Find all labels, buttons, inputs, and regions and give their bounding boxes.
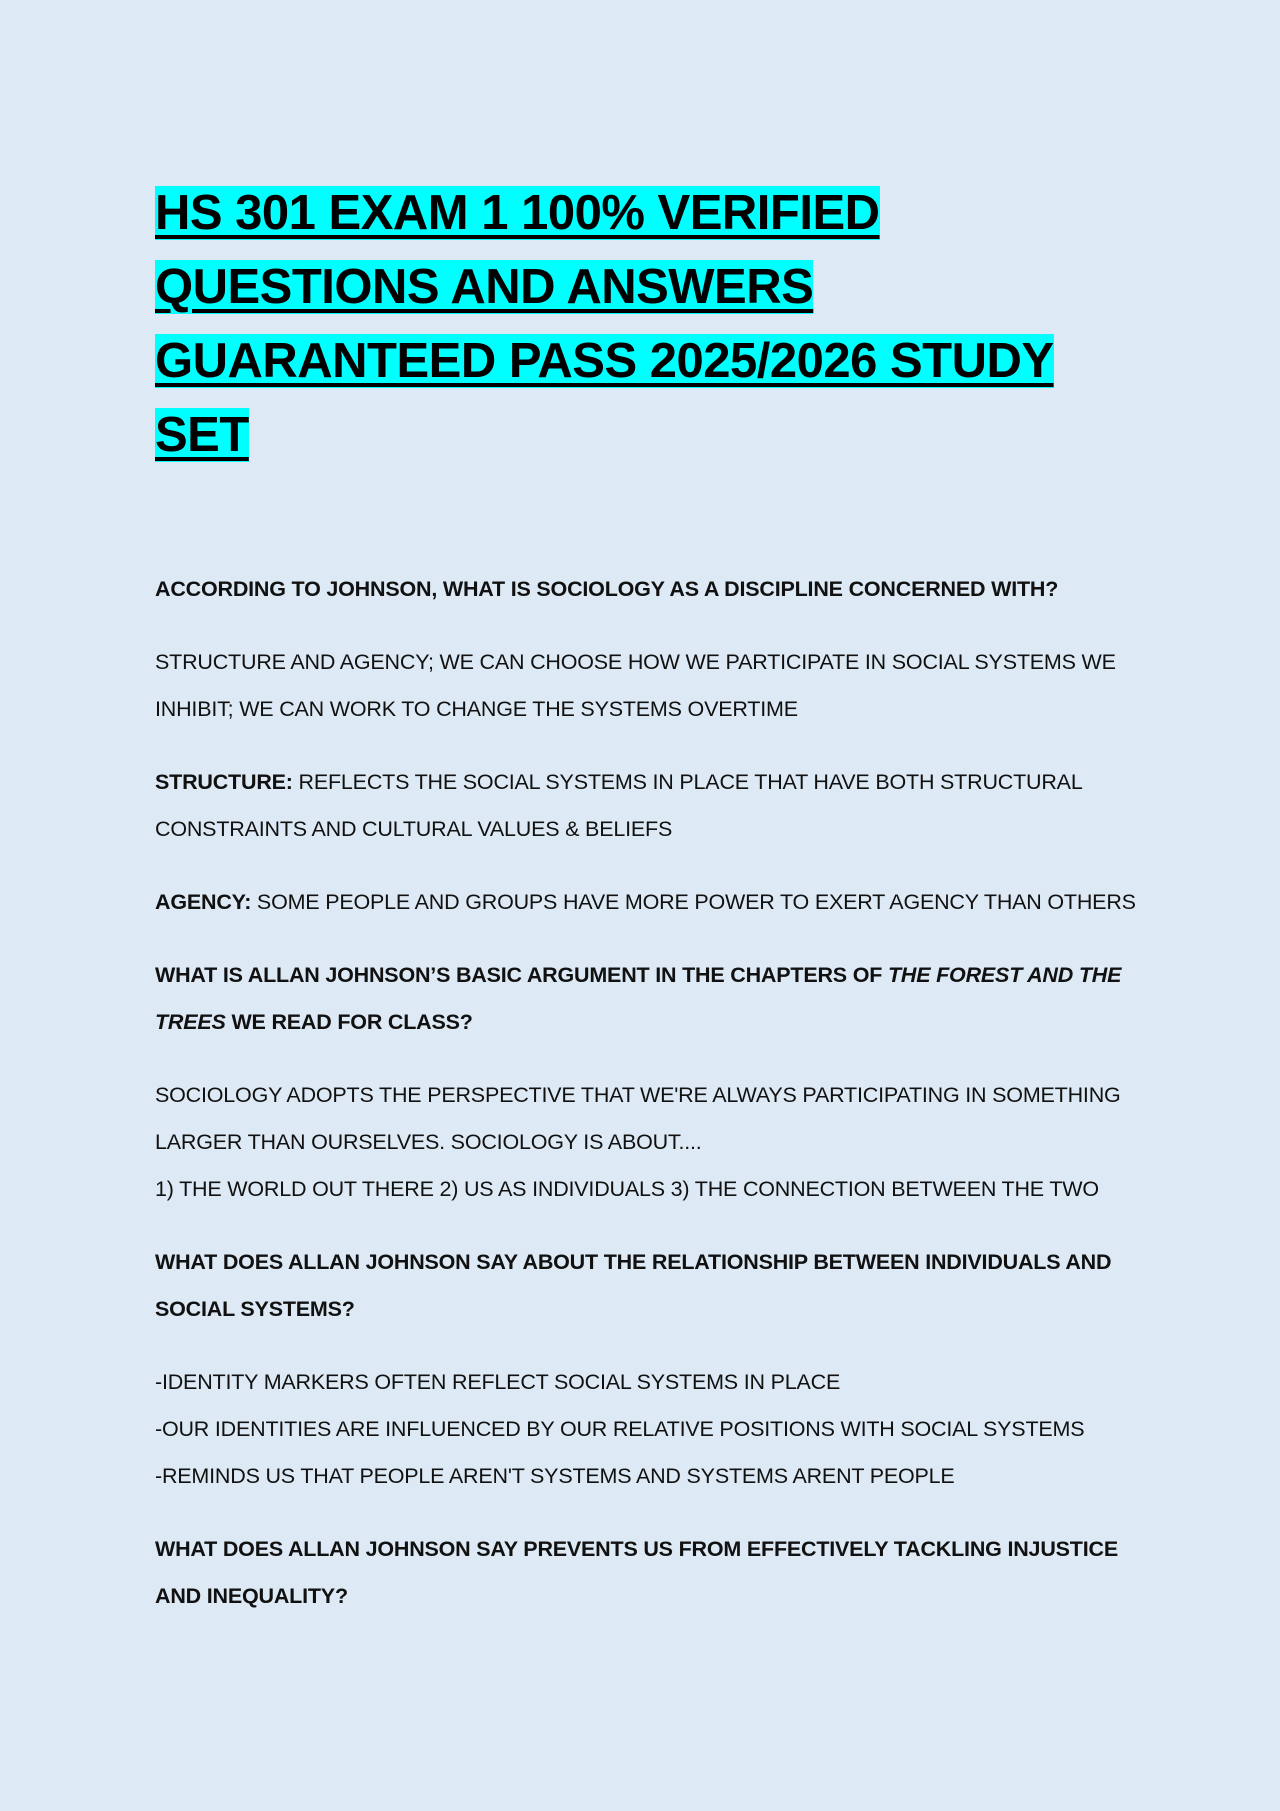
document-title [155, 176, 1115, 472]
question-2 [155, 952, 1140, 1046]
answer-3-line-3: -REMINDS US THAT PEOPLE AREN'T SYSTEMS AND SYSTEMS ARENT PEOPLE [155, 1464, 955, 1488]
agency-term: AGENCY: [155, 890, 252, 914]
question-3: WHAT DOES ALLAN JOHNSON SAY ABOUT THE RELATIONSHIP BETWEEN INDIVIDUALS AND SOCIAL SYSTEMS? [155, 1250, 1112, 1321]
answer-2-line-2: 1) THE WORLD OUT THERE 2) US AS INDIVIDUALS 3) THE CONNECTION BETWEEN THE TWO [155, 1177, 1099, 1201]
answer-1: STRUCTURE AND AGENCY; WE CAN CHOOSE HOW WE PARTICIPATE IN SOCIAL SYSTEMS WE INHIBIT; WE CAN WORK TO CHANGE THE SYSTEMS OVERTIME [155, 650, 1116, 721]
book-title: THE FOREST AND THE TREES [155, 963, 1122, 1034]
answer-3 [155, 1359, 1140, 1500]
structure-text: REFLECTS THE SOCIAL SYSTEMS IN PLACE THAT HAVE BOTH STRUCTURAL CONSTRAINTS AND CULTURAL VALUES & BELIEFS [155, 770, 1082, 841]
question-2-part-1: WHAT IS ALLAN JOHNSON’S BASIC ARGUMENT IN THE CHAPTERS OF [155, 963, 888, 987]
agency-definition [155, 879, 1140, 926]
title-highlight: HS 301 EXAM 1 100% VERIFIED QUESTIONS AND ANSWERS GUARANTEED PASS 2025/2026 STUDY SET [155, 186, 1054, 462]
answer-3-line-2: -OUR IDENTITIES ARE INFLUENCED BY OUR RELATIVE POSITIONS WITH SOCIAL SYSTEMS [155, 1417, 1085, 1441]
structure-definition [155, 759, 1140, 853]
answer-2-line-1: SOCIOLOGY ADOPTS THE PERSPECTIVE THAT WE'RE ALWAYS PARTICIPATING IN SOMETHING LARGER THAN OURSELVES. SOCIOLOGY IS ABOUT.... [155, 1083, 1121, 1154]
structure-term: STRUCTURE: [155, 770, 293, 794]
question-2-part-2: WE READ FOR CLASS? [225, 1010, 473, 1034]
document-body [155, 566, 1140, 1620]
question-1: ACCORDING TO JOHNSON, WHAT IS SOCIOLOGY AS A DISCIPLINE CONCERNED WITH? [155, 577, 1059, 601]
question-4: WHAT DOES ALLAN JOHNSON SAY PREVENTS US FROM EFFECTIVELY TACKLING INJUSTICE AND INEQUALITY? [155, 1537, 1118, 1608]
answer-2 [155, 1072, 1140, 1213]
agency-text: SOME PEOPLE AND GROUPS HAVE MORE POWER TO EXERT AGENCY THAN OTHERS [251, 890, 1136, 914]
answer-3-line-1: -IDENTITY MARKERS OFTEN REFLECT SOCIAL SYSTEMS IN PLACE [155, 1370, 841, 1394]
